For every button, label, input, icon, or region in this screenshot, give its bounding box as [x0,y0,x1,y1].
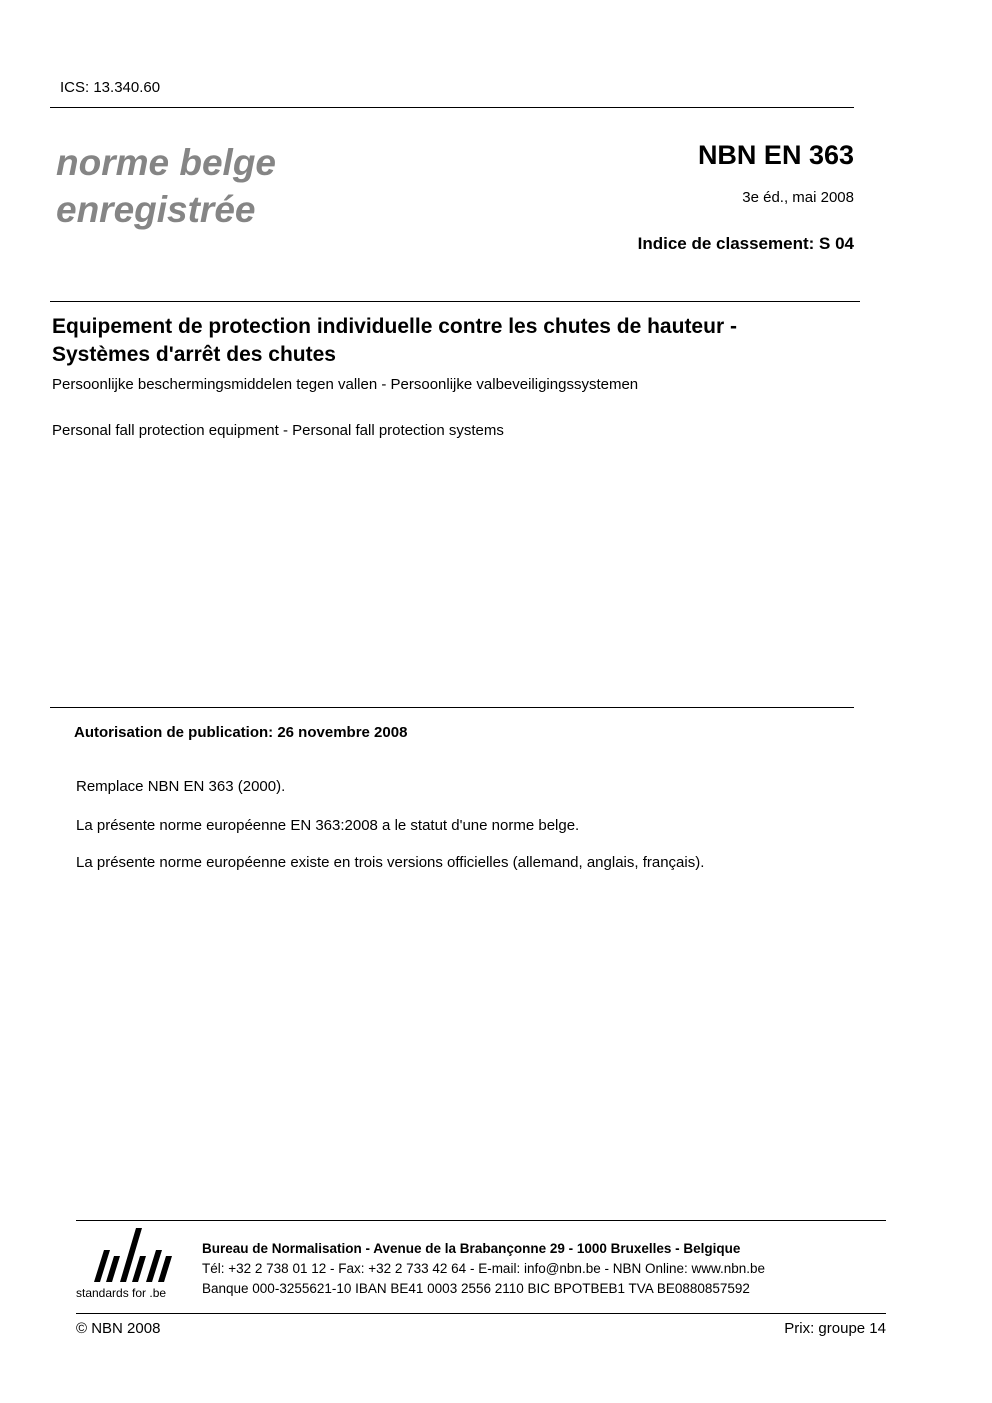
standard-reference: NBN EN 363 [697,140,854,170]
footer-contact: Tél: +32 2 738 01 12 - Fax: +32 2 733 42 64 - E-mail: info@nbn.be - NBN Online: www.nbn.be [202,1261,766,1276]
footer-bank: Banque 000-3255621-10 IBAN BE41 0003 2556 2110 BIC BPOTBEB1 TVA BE0880857592 [202,1281,750,1296]
note-status: La présente norme européenne EN 363:2008 a le statut d'une norme belge. [76,817,580,834]
classification-index: Indice de classement: S 04 [637,234,854,253]
copyright: © NBN 2008 [76,1320,161,1337]
title-english: Personal fall protection equipment - Personal fall protection systems [52,422,504,439]
header-rule [50,107,854,108]
title-rule [50,301,860,302]
nbn-logo [76,1228,188,1306]
ics-code: ICS: 13.340.60 [60,79,161,96]
footer-rule-bottom [76,1313,886,1314]
note-replaces: Remplace NBN EN 363 (2000). [76,778,286,795]
nbn-logo-mark [76,1228,188,1286]
note-versions: La présente norme européenne existe en trois versions officielles (allemand, anglais, français). [76,854,705,871]
label-enregistree: enregistrée [56,189,256,230]
label-norme-belge: norme belge [56,142,276,183]
title-dutch: Persoonlijke beschermingsmiddelen tegen vallen - Persoonlijke valbeveiligingssystemen [52,376,639,393]
footer-address: Bureau de Normalisation - Avenue de la Brabançonne 29 - 1000 Bruxelles - Belgique [202,1241,741,1256]
publication-authorisation: Autorisation de publication: 26 novembre 2008 [74,724,408,741]
logo-tagline: standards for .be [76,1286,167,1300]
publication-rule [50,707,854,708]
title-french-line2: Systèmes d'arrêt des chutes [52,343,336,366]
title-french-line1: Equipement de protection individuelle contre les chutes de hauteur - [52,315,737,338]
edition-date: 3e éd., mai 2008 [742,189,854,206]
footer-rule-top [76,1220,886,1221]
price-group: Prix: groupe 14 [784,1320,886,1337]
